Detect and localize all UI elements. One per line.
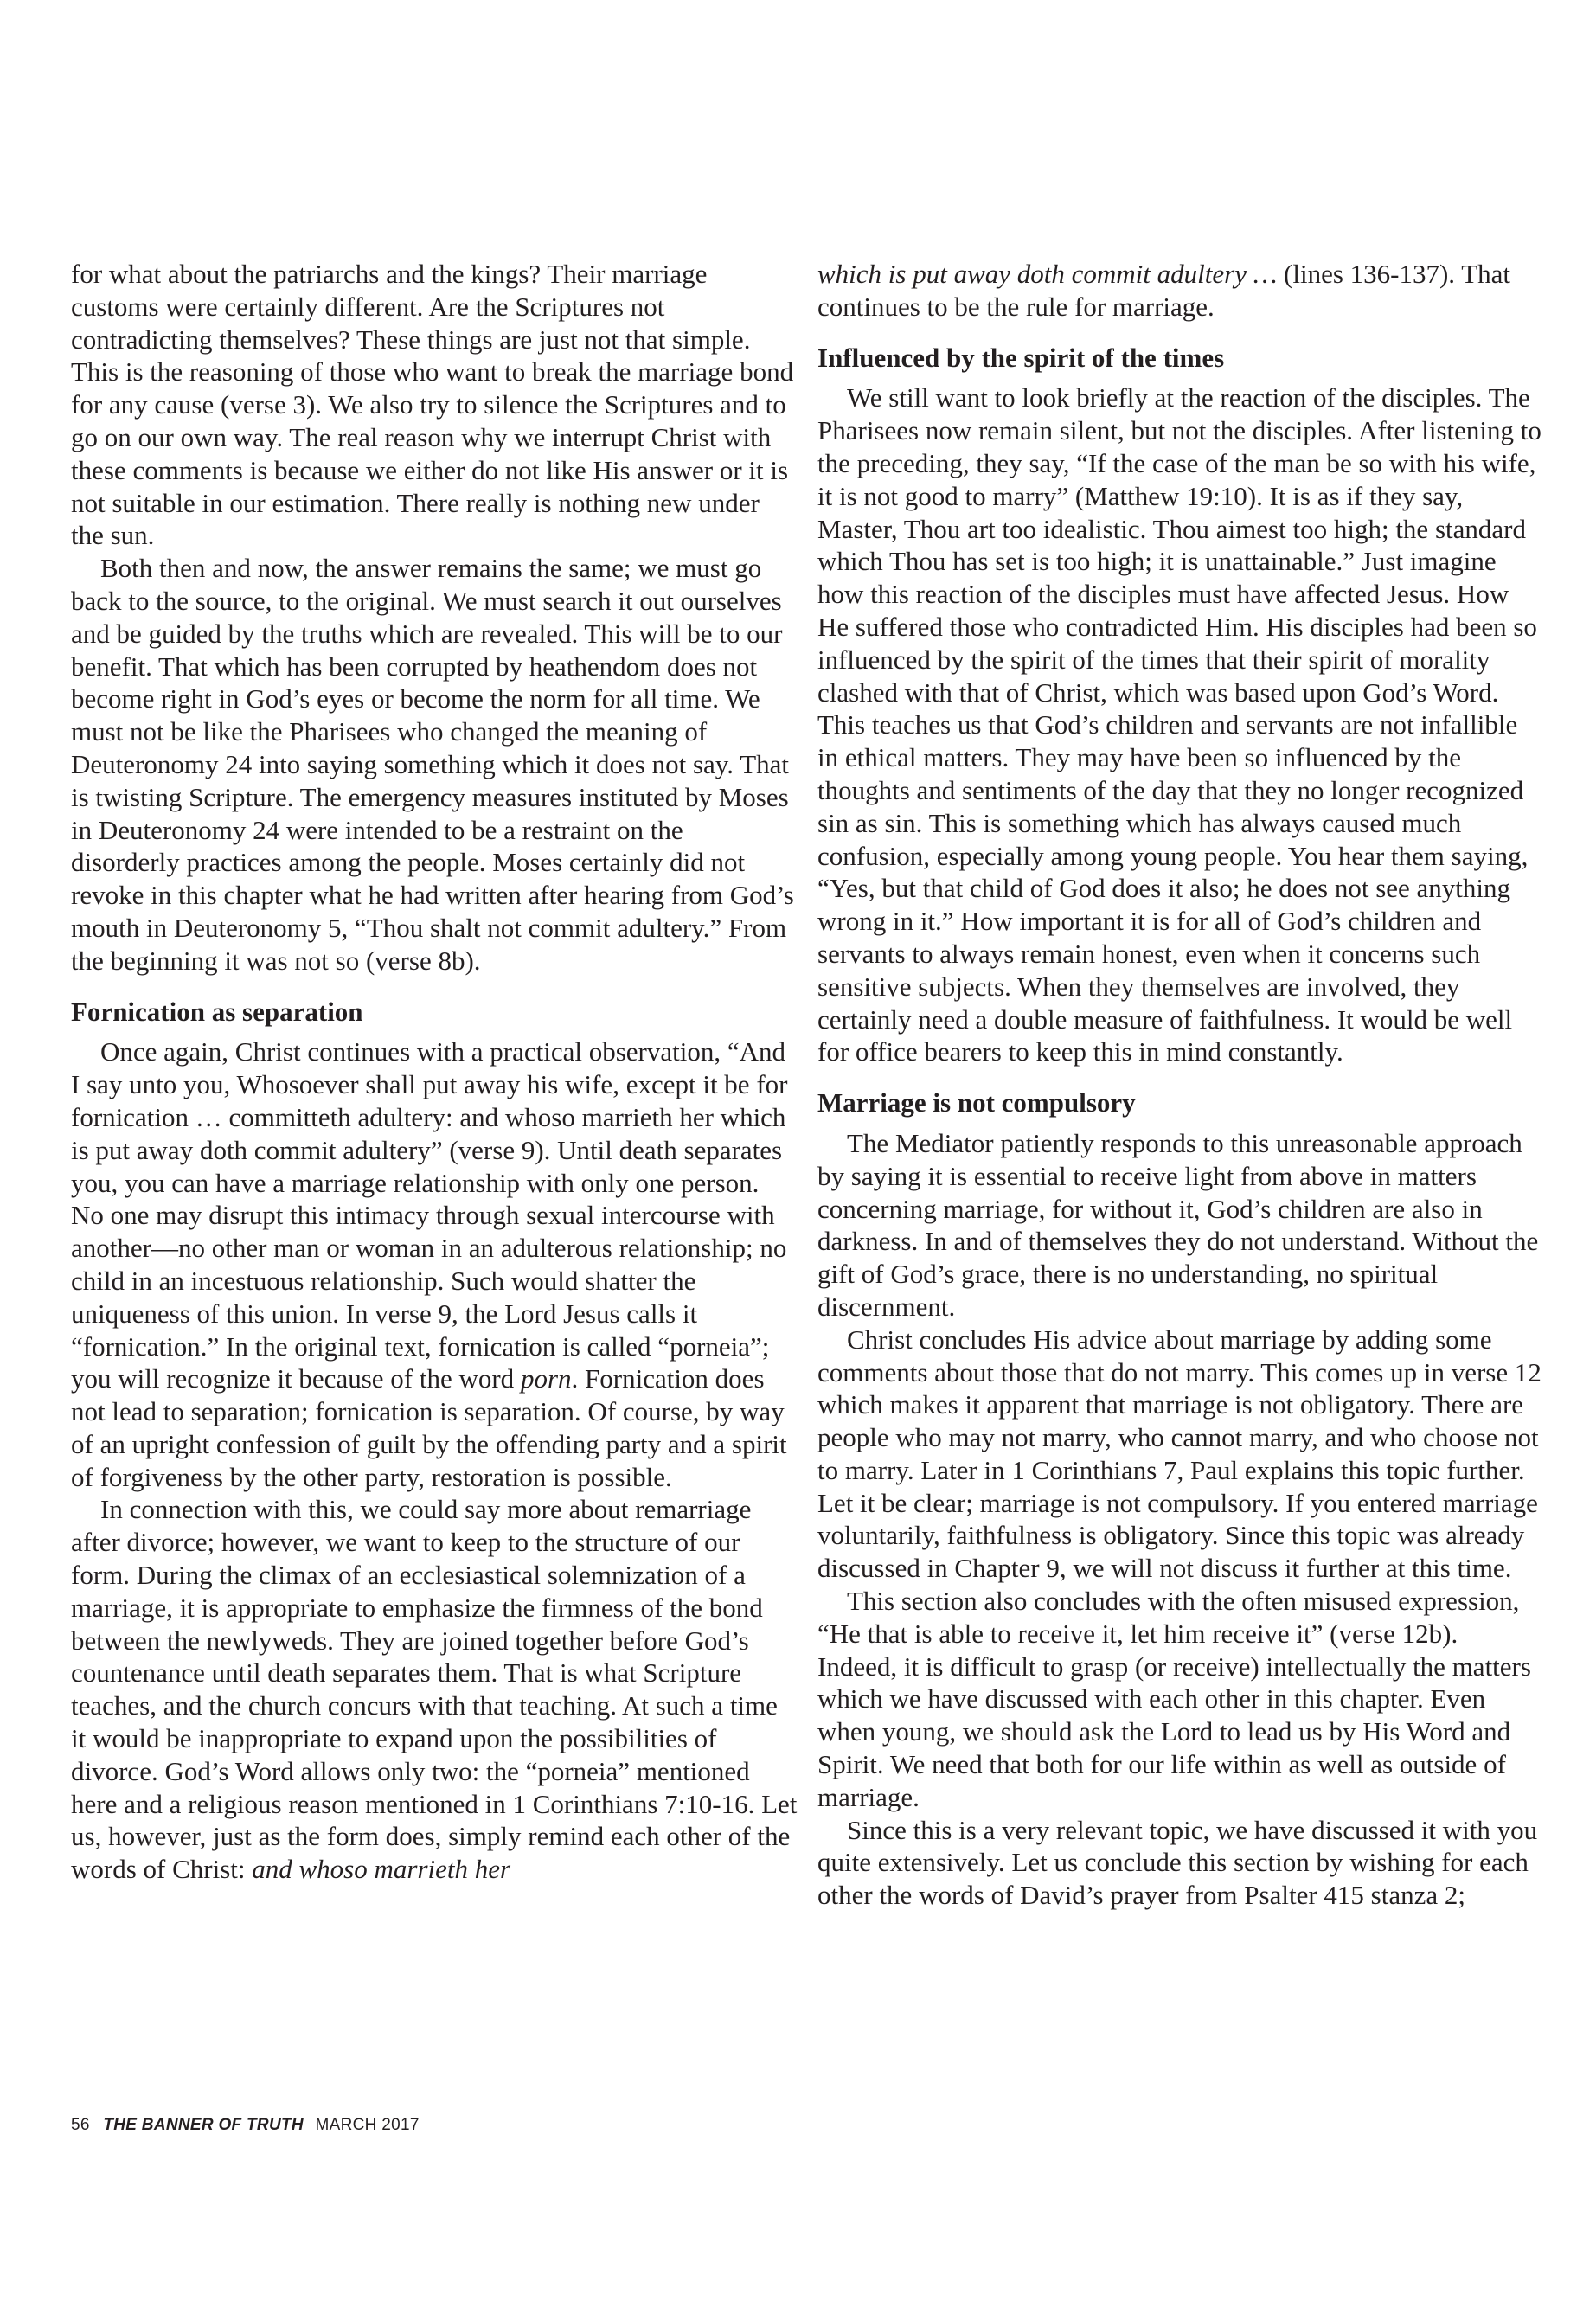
- paragraph-text: In connection with this, we could say more about remarriage after divorce; however, we want to keep to the structure of our form. During the climax of an ecclesiastical solemnization of a marriage, it is appropriate to emphasize the firmness of the bond between the newlyweds. They are joined together before God’s countenance until death separates them. That is what Scripture teaches, and the church concurs with that teaching. At such a time it would be inappropriate to expand upon the possibilities of divorce. God’s Word allows only two: the “porneia” mentioned here and a religious reason mentioned in 1 Corinthians 7:10-16. Let us, however, just as the form does, simply remind each other of the words of Christ:: [71, 1494, 798, 1885]
- publication-title: THE BANNER OF TRUTH: [103, 2116, 304, 2134]
- paragraph-text: (lines 136-137). That continues to be the rule for marriage.: [817, 259, 1511, 322]
- page-footer: [71, 2116, 420, 2135]
- paragraph: [71, 1493, 798, 1886]
- section-heading: Marriage is not compulsory: [817, 1087, 1136, 1118]
- paragraph: Since this is a very relevant topic, we have discussed it with you quite extensively. Let us conclude this section by wishing for each other the words of David’s prayer from Psalter 415 stanza 2;: [817, 1814, 1538, 1911]
- paragraph: This section also concludes with the often misused expression, “He that is able to receive it, let him receive it” (verse 12b). Indeed, it is difficult to grasp (or receive) intellectually the matters which we have discussed with each other in this chapter. Even when young, we should ask the Lord to lead us by His Word and Spirit. We need that both for our life within as well as outside of marriage.: [817, 1586, 1531, 1812]
- right-column: [817, 258, 1544, 1912]
- paragraph: We still want to look briefly at the reaction of the disciples. The Pharisees now remain silent, but not the disciples. After listening to the preceding, they say, “If the case of the man be so with his wife, it is not good to marry” (Matthew 19:10). It is as if they say, Master, Thou art too idealistic. Thou aimest too high; the standard which Thou has set is too high; it is unattainable.” Just imagine how this reaction of the disciples must have affected Jesus. How He suffered those who contradicted Him. His disciples had been so influenced by the spirit of the times that their spirit of morality clashed with that of Christ, which was based upon God’s Word. This teaches us that God’s children and servants are not infallible in ethical matters. They may have been so influenced by the thoughts and sentiments of the day that they no longer recognized sin as sin. This is something which has always caused much confusion, especially among young people. You hear them saying, “Yes, but that child of God does it also; he does not see anything wrong in it.” How important it is for all of God’s children and servants to always remain honest, even when it concerns such sensitive subjects. When they themselves are involved, they certainly need a double measure of faithfulness. It would be well for office bearers to keep this in mind constantly.: [817, 382, 1542, 1067]
- section-heading: Influenced by the spirit of the times: [817, 342, 1225, 373]
- issue-date: MARCH 2017: [315, 2116, 420, 2134]
- paragraph: Both then and now, the answer remains the same; we must go back to the source, to the original. We must search it out ourselves and be guided by the truths which are revealed. This will be to our benefit. That which has been corrupted by heathendom does not become right in God’s eyes or become the norm for all time. We must not be like the Pharisees who changed the meaning of Deuteronomy 24 into saying something which it does not say. That is twisting Scripture. The emergency measures instituted by Moses in Deuteronomy 24 were intended to be a restraint on the disorderly practices among the people. Moses certainly did not revoke in this chapter what he had written after hearing from God’s mouth in Deuteronomy 5, “Thou shalt not commit adultery.” From the beginning it was not so (verse 8b).: [71, 553, 794, 976]
- paragraph: Christ concludes His advice about marriage by adding some comments about those that do not marry. This comes up in verse 12 which makes it apparent that marriage is not obligatory. There are people who may not marry, who cannot marry, and who choose not to marry. Later in 1 Corinthians 7, Paul explains this topic further. Let it be clear; marriage is not compulsory. If you entered marriage voluntarily, faithfulness is obligatory. Since this topic was already discussed in Chapter 9, we will not discuss it further at this time.: [817, 1324, 1542, 1584]
- paragraph: for what about the patriarchs and the kings? Their marriage customs were certainly different. Are the Scriptures not contradicting themselves? These things are just not that simple. This is the reasoning of those who want to break the marriage bond for any cause (verse 3). We also try to silence the Scriptures and to go on our own way. The real reason why we interrupt Christ with these comments is because we either do not like His answer or it is not suitable in our estimation. There really is nothing new under the sun.: [71, 259, 794, 551]
- left-column: [71, 258, 798, 1886]
- paragraph: The Mediator patiently responds to this unreasonable approach by saying it is essential to receive light from above in matters concerning marriage, for without it, God’s children are also in darkness. In and of themselves they do not understand. Without the gift of God’s grace, there is no understanding, no spiritual discernment.: [817, 1127, 1539, 1322]
- section-heading: Fornication as separation: [71, 996, 363, 1027]
- italic-text: porn: [520, 1363, 572, 1394]
- italic-text: and whoso marrieth her: [252, 1854, 511, 1885]
- italic-text: which is put away doth commit adultery …: [817, 259, 1278, 289]
- paragraph-text: Once again, Christ continues with a practical observation, “And I say unto you, Whosoever shall put away his wife, except it be for fornication … committeth adultery: and whoso marrieth her which is put away doth commit adultery” (verse 9). Until death separates you, you can have a marriage relationship with only one person. No one may disrupt this intimacy through sexual intercourse with another—no other man or woman in an adulterous relationship; no child in an incestuous relationship. Such would shatter the uniqueness of this union. In verse 9, the Lord Jesus calls it “fornication.” In the original text, fornication is called “porneia”; you will recognize it because of the word: [71, 1036, 788, 1394]
- paragraph: [71, 1035, 798, 1493]
- paragraph: [817, 258, 1544, 324]
- paragraph-text: . Fornication does not lead to separation; fornication is separation. Of course, by way of an upright confession of guilt by the offending party and a spirit of forgiveness by the other party, restoration is possible.: [71, 1363, 787, 1492]
- page-number: 56: [71, 2116, 90, 2134]
